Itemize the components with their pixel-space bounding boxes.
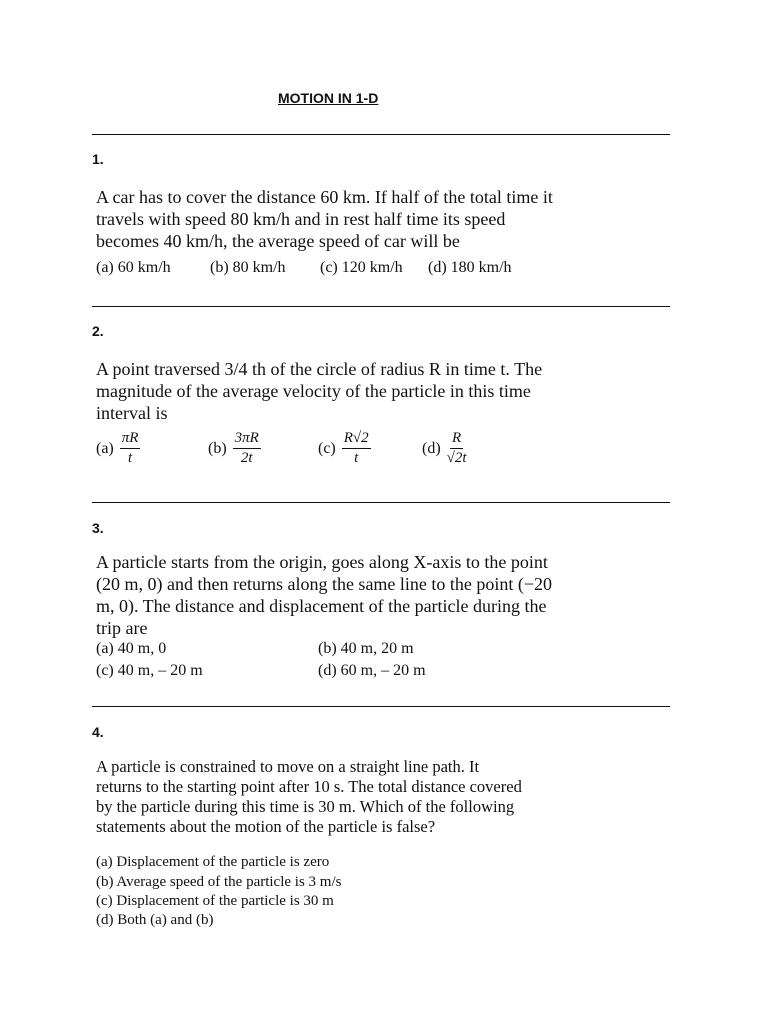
option-d: (d) 60 m, – 20 m	[318, 662, 426, 679]
divider	[92, 134, 670, 135]
option-d: (d) 180 km/h	[428, 259, 512, 276]
option-d: (d) Both (a) and (b)	[96, 912, 214, 928]
question-number: 3.	[92, 520, 104, 536]
option-a: (a) Displacement of the particle is zero	[96, 854, 330, 870]
page-title	[278, 90, 378, 108]
option-c: (c) $\frac{R√2}{t}$	[318, 430, 369, 466]
option-c: (c) Displacement of the particle is 30 m	[96, 893, 334, 909]
question-number: 4.	[92, 724, 104, 740]
option-c: (c) 120 km/h	[320, 259, 403, 276]
question-text: A particle is constrained to move on a straight line path. It returns to the starting point after 10 s. The total distance covered by the particle during this time is 30 m. Which of the following statements about the motion of the particle is false?	[96, 757, 522, 836]
divider	[92, 706, 670, 707]
option-d: (d) $\frac{R}{√2t}$	[422, 430, 467, 466]
question-number: 2.	[92, 323, 104, 339]
option-b: (b) 80 km/h	[210, 259, 286, 276]
question-text: A particle starts from the origin, goes along X-axis to the point (20 m, 0) and then returns along the same line to the point (−20 m, 0). The distance and displacement of the particle during the trip are	[96, 552, 553, 638]
document-title: MOTION IN 1-D	[278, 90, 379, 106]
option-a: (a) 40 m, 0	[96, 640, 167, 657]
option-c: (c) 40 m, – 20 m	[96, 662, 203, 679]
question-text: A car has to cover the distance 60 km. If half of the total time it travels with speed 80 km/h and in rest half time its speed becomes 40 km/h, the average speed of car will be	[96, 187, 553, 251]
option-b: (b) $\frac{3\pi R}{2t}$	[208, 430, 259, 466]
option-b: (b) Average speed of the particle is 3 m/s	[96, 874, 342, 890]
divider	[92, 306, 670, 307]
option-a: (a) 60 km/h	[96, 259, 171, 276]
divider	[92, 502, 670, 503]
question-text: A point traversed 3/4 th of the circle of radius R in time t. The magnitude of the average velocity of the particle in this time interval is	[96, 359, 543, 423]
option-a: (a) $\frac{\pi R}{t}$	[96, 430, 139, 466]
question-number: 1.	[92, 151, 104, 167]
option-b: (b) 40 m, 20 m	[318, 640, 414, 657]
